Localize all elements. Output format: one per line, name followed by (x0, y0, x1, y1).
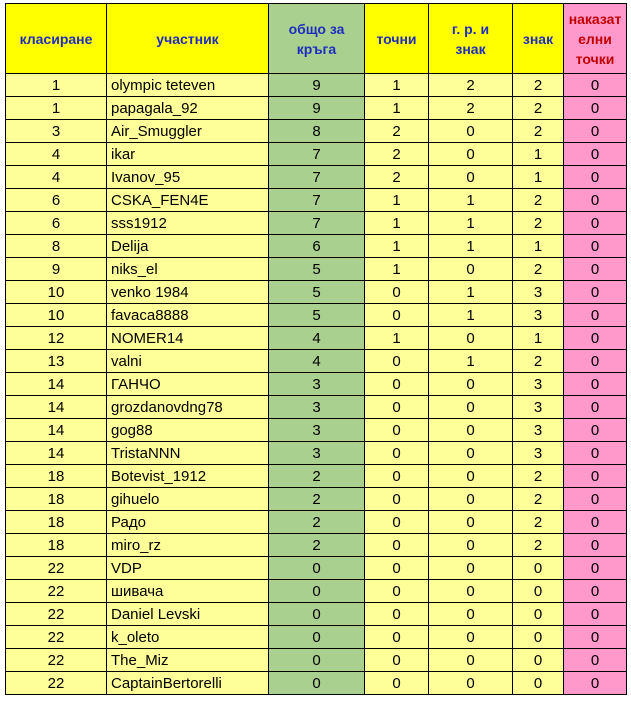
standings-sheet (5, 3, 627, 695)
cell-exact: 2 (365, 143, 429, 166)
cell-total: 4 (269, 327, 365, 350)
cell-total: 0 (269, 557, 365, 580)
cell-gd-sign: 0 (429, 511, 513, 534)
cell-total: 0 (269, 603, 365, 626)
cell-participant: valni (107, 350, 269, 373)
cell-exact: 0 (365, 557, 429, 580)
cell-total: 6 (269, 235, 365, 258)
cell-participant: Радо (107, 511, 269, 534)
cell-penalty: 0 (564, 350, 627, 373)
cell-penalty: 0 (564, 373, 627, 396)
header-sign: знак (513, 4, 564, 74)
table-row (6, 235, 627, 258)
table-row (6, 534, 627, 557)
cell-exact: 0 (365, 603, 429, 626)
cell-sign: 3 (513, 396, 564, 419)
table-row (6, 465, 627, 488)
cell-participant: venko 1984 (107, 281, 269, 304)
cell-gd-sign: 1 (429, 304, 513, 327)
cell-participant: Daniel Levski (107, 603, 269, 626)
table-row (6, 488, 627, 511)
cell-rank: 3 (6, 120, 107, 143)
cell-total: 2 (269, 488, 365, 511)
cell-rank: 13 (6, 350, 107, 373)
cell-penalty: 0 (564, 212, 627, 235)
cell-participant: olympic teteven (107, 74, 269, 97)
header-exact: точни (365, 4, 429, 74)
standings-body (6, 74, 627, 695)
cell-total: 0 (269, 580, 365, 603)
cell-gd-sign: 0 (429, 120, 513, 143)
cell-exact: 0 (365, 281, 429, 304)
cell-participant: gihuelo (107, 488, 269, 511)
cell-penalty: 0 (564, 672, 627, 695)
table-row (6, 672, 627, 695)
cell-sign: 0 (513, 649, 564, 672)
cell-rank: 6 (6, 212, 107, 235)
cell-penalty: 0 (564, 580, 627, 603)
cell-exact: 1 (365, 327, 429, 350)
cell-penalty: 0 (564, 120, 627, 143)
cell-penalty: 0 (564, 534, 627, 557)
cell-penalty: 0 (564, 281, 627, 304)
cell-exact: 1 (365, 258, 429, 281)
cell-exact: 0 (365, 350, 429, 373)
cell-participant: miro_rz (107, 534, 269, 557)
cell-gd-sign: 0 (429, 258, 513, 281)
cell-penalty: 0 (564, 649, 627, 672)
cell-participant: CaptainBertorelli (107, 672, 269, 695)
cell-exact: 2 (365, 166, 429, 189)
cell-participant: Delija (107, 235, 269, 258)
header-total (269, 4, 365, 74)
cell-penalty: 0 (564, 557, 627, 580)
cell-sign: 2 (513, 74, 564, 97)
cell-rank: 22 (6, 626, 107, 649)
cell-total: 7 (269, 189, 365, 212)
cell-participant: grozdanovdng78 (107, 396, 269, 419)
table-row (6, 212, 627, 235)
table-row (6, 419, 627, 442)
header-rank: класиране (6, 4, 107, 74)
cell-sign: 2 (513, 189, 564, 212)
table-row (6, 350, 627, 373)
cell-gd-sign: 0 (429, 672, 513, 695)
cell-sign: 2 (513, 97, 564, 120)
cell-sign: 1 (513, 327, 564, 350)
cell-total: 0 (269, 626, 365, 649)
header-total-line: кръга (296, 40, 337, 57)
table-row (6, 511, 627, 534)
cell-penalty: 0 (564, 327, 627, 350)
cell-participant: papagala_92 (107, 97, 269, 120)
cell-rank: 14 (6, 442, 107, 465)
cell-exact: 1 (365, 97, 429, 120)
header-penalty (564, 4, 627, 74)
cell-exact: 1 (365, 212, 429, 235)
cell-total: 0 (269, 649, 365, 672)
cell-participant: Botevist_1912 (107, 465, 269, 488)
cell-gd-sign: 0 (429, 396, 513, 419)
cell-participant: NOMER14 (107, 327, 269, 350)
cell-penalty: 0 (564, 74, 627, 97)
cell-gd-sign: 1 (429, 235, 513, 258)
cell-gd-sign: 0 (429, 580, 513, 603)
cell-gd-sign: 0 (429, 419, 513, 442)
cell-sign: 1 (513, 143, 564, 166)
cell-participant: ГАНЧО (107, 373, 269, 396)
table-row (6, 626, 627, 649)
header-penalty-line: точки (575, 50, 615, 67)
cell-gd-sign: 0 (429, 465, 513, 488)
cell-rank: 12 (6, 327, 107, 350)
cell-sign: 2 (513, 350, 564, 373)
cell-total: 4 (269, 350, 365, 373)
cell-gd-sign: 0 (429, 373, 513, 396)
cell-penalty: 0 (564, 258, 627, 281)
table-row (6, 120, 627, 143)
table-row (6, 143, 627, 166)
table-row (6, 304, 627, 327)
cell-sign: 1 (513, 235, 564, 258)
cell-rank: 14 (6, 419, 107, 442)
cell-total: 9 (269, 74, 365, 97)
cell-total: 3 (269, 442, 365, 465)
cell-rank: 22 (6, 557, 107, 580)
cell-rank: 10 (6, 281, 107, 304)
cell-gd-sign: 0 (429, 603, 513, 626)
cell-total: 5 (269, 281, 365, 304)
cell-sign: 2 (513, 488, 564, 511)
cell-gd-sign: 0 (429, 649, 513, 672)
cell-exact: 0 (365, 419, 429, 442)
table-row (6, 557, 627, 580)
cell-penalty: 0 (564, 235, 627, 258)
table-row (6, 649, 627, 672)
cell-sign: 3 (513, 281, 564, 304)
table-row (6, 373, 627, 396)
cell-rank: 18 (6, 511, 107, 534)
cell-exact: 0 (365, 580, 429, 603)
cell-participant: VDP (107, 557, 269, 580)
cell-gd-sign: 0 (429, 442, 513, 465)
cell-gd-sign: 2 (429, 74, 513, 97)
cell-rank: 1 (6, 97, 107, 120)
cell-penalty: 0 (564, 511, 627, 534)
cell-rank: 22 (6, 603, 107, 626)
cell-sign: 0 (513, 580, 564, 603)
cell-rank: 4 (6, 143, 107, 166)
cell-gd-sign: 0 (429, 557, 513, 580)
standings-table (5, 3, 627, 695)
header-participant: участник (107, 4, 269, 74)
cell-participant: niks_el (107, 258, 269, 281)
cell-exact: 0 (365, 465, 429, 488)
cell-total: 5 (269, 304, 365, 327)
cell-total: 5 (269, 258, 365, 281)
cell-exact: 0 (365, 373, 429, 396)
cell-rank: 22 (6, 580, 107, 603)
cell-total: 3 (269, 396, 365, 419)
header-penalty-line: елни (578, 30, 612, 47)
cell-sign: 2 (513, 534, 564, 557)
cell-exact: 0 (365, 304, 429, 327)
cell-sign: 0 (513, 672, 564, 695)
table-row (6, 97, 627, 120)
cell-gd-sign: 0 (429, 488, 513, 511)
cell-penalty: 0 (564, 143, 627, 166)
cell-total: 8 (269, 120, 365, 143)
cell-sign: 3 (513, 304, 564, 327)
cell-participant: gog88 (107, 419, 269, 442)
table-row (6, 442, 627, 465)
cell-exact: 0 (365, 534, 429, 557)
cell-rank: 8 (6, 235, 107, 258)
cell-total: 2 (269, 465, 365, 488)
cell-total: 3 (269, 373, 365, 396)
cell-rank: 1 (6, 74, 107, 97)
cell-gd-sign: 1 (429, 281, 513, 304)
cell-exact: 0 (365, 649, 429, 672)
cell-penalty: 0 (564, 166, 627, 189)
table-row (6, 74, 627, 97)
cell-sign: 2 (513, 511, 564, 534)
cell-sign: 3 (513, 442, 564, 465)
table-row (6, 189, 627, 212)
header-total-line: общо за (288, 20, 345, 37)
cell-exact: 1 (365, 189, 429, 212)
cell-rank: 4 (6, 166, 107, 189)
cell-participant: TristaNNN (107, 442, 269, 465)
cell-total: 9 (269, 97, 365, 120)
header-gd-sign (429, 4, 513, 74)
cell-gd-sign: 0 (429, 534, 513, 557)
cell-rank: 10 (6, 304, 107, 327)
cell-gd-sign: 0 (429, 166, 513, 189)
cell-sign: 3 (513, 373, 564, 396)
cell-total: 3 (269, 419, 365, 442)
cell-penalty: 0 (564, 396, 627, 419)
cell-penalty: 0 (564, 603, 627, 626)
table-row (6, 258, 627, 281)
cell-penalty: 0 (564, 419, 627, 442)
cell-gd-sign: 1 (429, 350, 513, 373)
cell-sign: 0 (513, 557, 564, 580)
cell-rank: 18 (6, 488, 107, 511)
cell-participant: шивача (107, 580, 269, 603)
cell-penalty: 0 (564, 189, 627, 212)
cell-gd-sign: 0 (429, 143, 513, 166)
cell-exact: 0 (365, 488, 429, 511)
cell-penalty: 0 (564, 488, 627, 511)
cell-exact: 1 (365, 235, 429, 258)
cell-total: 2 (269, 534, 365, 557)
cell-total: 2 (269, 511, 365, 534)
cell-penalty: 0 (564, 626, 627, 649)
cell-participant: Air_Smuggler (107, 120, 269, 143)
cell-gd-sign: 0 (429, 327, 513, 350)
cell-rank: 6 (6, 189, 107, 212)
cell-gd-sign: 1 (429, 189, 513, 212)
cell-rank: 14 (6, 396, 107, 419)
table-row (6, 327, 627, 350)
cell-participant: The_Miz (107, 649, 269, 672)
cell-rank: 14 (6, 373, 107, 396)
cell-participant: k_oleto (107, 626, 269, 649)
cell-participant: ikar (107, 143, 269, 166)
cell-rank: 9 (6, 258, 107, 281)
cell-rank: 18 (6, 465, 107, 488)
header-penalty-line: наказат (568, 10, 622, 27)
header-row (6, 4, 627, 74)
cell-penalty: 0 (564, 442, 627, 465)
cell-sign: 2 (513, 212, 564, 235)
cell-sign: 0 (513, 603, 564, 626)
cell-rank: 18 (6, 534, 107, 557)
cell-participant: favaca8888 (107, 304, 269, 327)
cell-penalty: 0 (564, 97, 627, 120)
cell-sign: 2 (513, 465, 564, 488)
cell-rank: 22 (6, 649, 107, 672)
cell-exact: 0 (365, 442, 429, 465)
cell-exact: 1 (365, 74, 429, 97)
cell-exact: 0 (365, 396, 429, 419)
cell-penalty: 0 (564, 465, 627, 488)
header-gd-sign-line: г. р. и (451, 20, 490, 37)
cell-total: 0 (269, 672, 365, 695)
cell-sign: 0 (513, 626, 564, 649)
cell-exact: 0 (365, 511, 429, 534)
cell-participant: CSKA_FEN4E (107, 189, 269, 212)
cell-sign: 3 (513, 419, 564, 442)
cell-penalty: 0 (564, 304, 627, 327)
cell-participant: Ivanov_95 (107, 166, 269, 189)
cell-exact: 0 (365, 626, 429, 649)
cell-gd-sign: 2 (429, 97, 513, 120)
table-row (6, 396, 627, 419)
cell-participant: sss1912 (107, 212, 269, 235)
cell-gd-sign: 0 (429, 626, 513, 649)
cell-total: 7 (269, 143, 365, 166)
table-row (6, 166, 627, 189)
cell-total: 7 (269, 166, 365, 189)
cell-gd-sign: 1 (429, 212, 513, 235)
cell-exact: 0 (365, 672, 429, 695)
table-row (6, 603, 627, 626)
cell-sign: 2 (513, 120, 564, 143)
table-row (6, 580, 627, 603)
cell-exact: 2 (365, 120, 429, 143)
table-row (6, 281, 627, 304)
cell-total: 7 (269, 212, 365, 235)
cell-rank: 22 (6, 672, 107, 695)
header-gd-sign-line: знак (455, 40, 486, 57)
cell-sign: 2 (513, 258, 564, 281)
cell-sign: 1 (513, 166, 564, 189)
